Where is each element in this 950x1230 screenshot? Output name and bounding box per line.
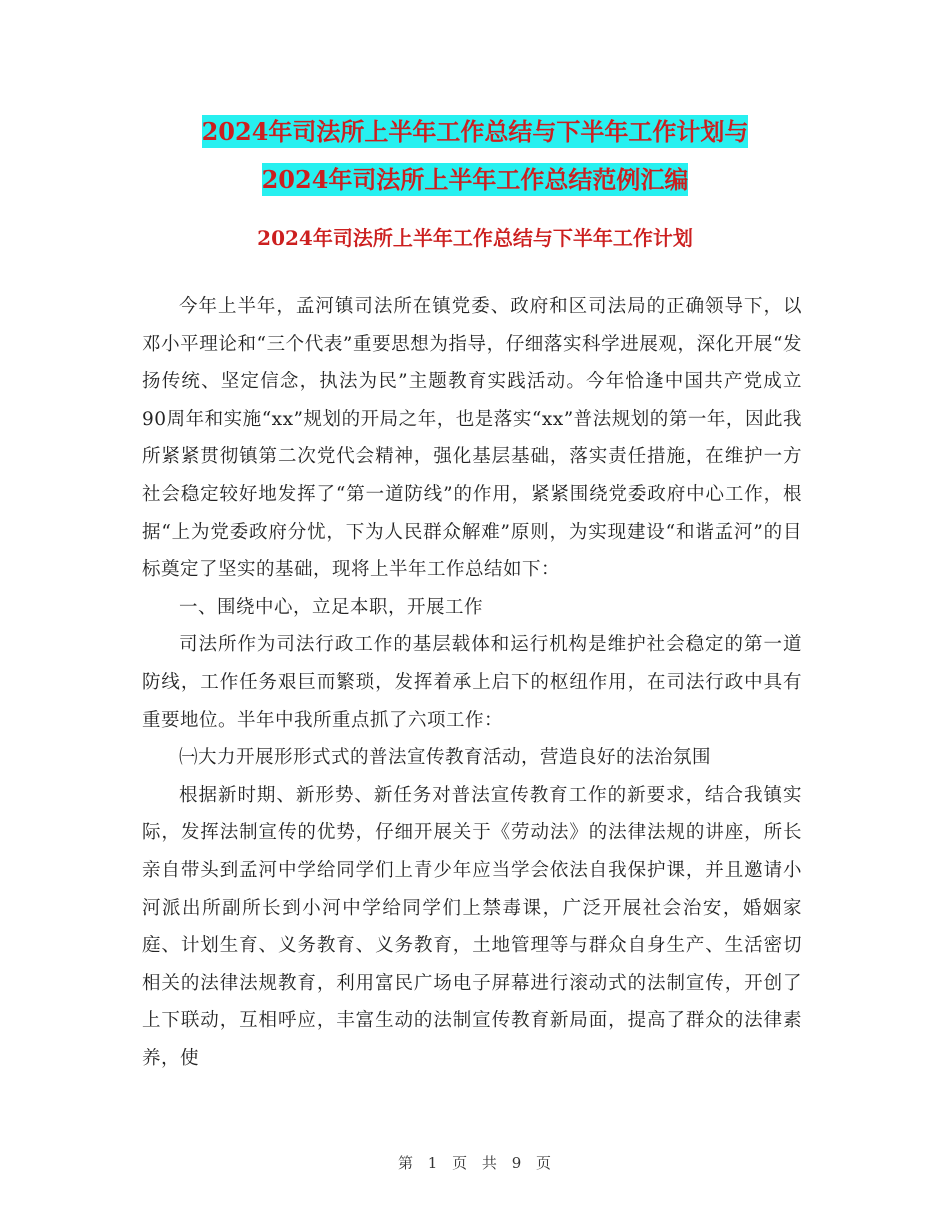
heading-section-1: 一、围绕中心，立足本职，开展工作 [179, 596, 484, 618]
footer-page-number: 1 [427, 1154, 439, 1172]
footer-label-total: 共 [481, 1154, 498, 1172]
document-title [0, 108, 950, 204]
footer-label-page: 第 [397, 1154, 414, 1172]
paragraph-intro: 今年上半年，孟河镇司法所在镇党委、政府和区司法局的正确领导下，以邓小平理论和“三个代表”重要思想为指导，仔细落实科学进展观，深化开展“发扬传统、坚定信念，执法为民”主题教育实践活动。今年恰逢中国共产党成立90周年和实施“xx”规划的开局之年，也是落实“xx”普法规划的第一年，因此我所紧紧贯彻镇第二次党代会精神，强化基层基础，落实责任措施，在维护一方社会稳定较好地发挥了“第一道防线”的作用，紧紧围绕党委政府中心工作，根据“上为党委政府分忧，下为人民群众解难”原则，为实现建设“和谐孟河”的目标奠定了坚实的基础，现将上半年工作总结如下： [142, 296, 802, 581]
page-footer [0, 1152, 950, 1173]
footer-total-pages: 9 [511, 1154, 523, 1172]
document-body [142, 288, 802, 1077]
title-line-1: 2024年司法所上半年工作总结与下半年工作计划与 [201, 117, 749, 146]
subheading-1: ㈠大力开展形形式式的普法宣传教育活动，营造良好的法治氛围 [179, 747, 712, 769]
section-title: 2024年司法所上半年工作总结与下半年工作计划 [257, 226, 693, 250]
footer-label-ye: 页 [452, 1154, 469, 1172]
footer-label-ye2: 页 [536, 1154, 553, 1172]
paragraph-role: 司法所作为司法行政工作的基层载体和运行机构是维护社会稳定的第一道防线，工作任务艰巨而繁琐，发挥着承上启下的枢纽作用，在司法行政中具有重要地位。半年中我所重点抓了六项工作： [142, 634, 802, 731]
paragraph-publicity: 根据新时期、新形势、新任务对普法宣传教育工作的新要求，结合我镇实际，发挥法制宣传的优势，仔细开展关于《劳动法》的法律法规的讲座，所长亲自带头到孟河中学给同学们上青少年应当学会依法自我保护课，并且邀请小河派出所副所长到小河中学给同学们上禁毒课，广泛开展社会治安，婚姻家庭、计划生育、义务教育、义务教育，土地管理等与群众自身生产、生活密切相关的法律法规教育，利用富民广场电子屏幕进行滚动式的法制宣传，开创了上下联动，互相呼应，丰富生动的法制宣传教育新局面，提高了群众的法律素养，使 [142, 784, 802, 1069]
title-line-2: 2024年司法所上半年工作总结范例汇编 [261, 165, 689, 194]
